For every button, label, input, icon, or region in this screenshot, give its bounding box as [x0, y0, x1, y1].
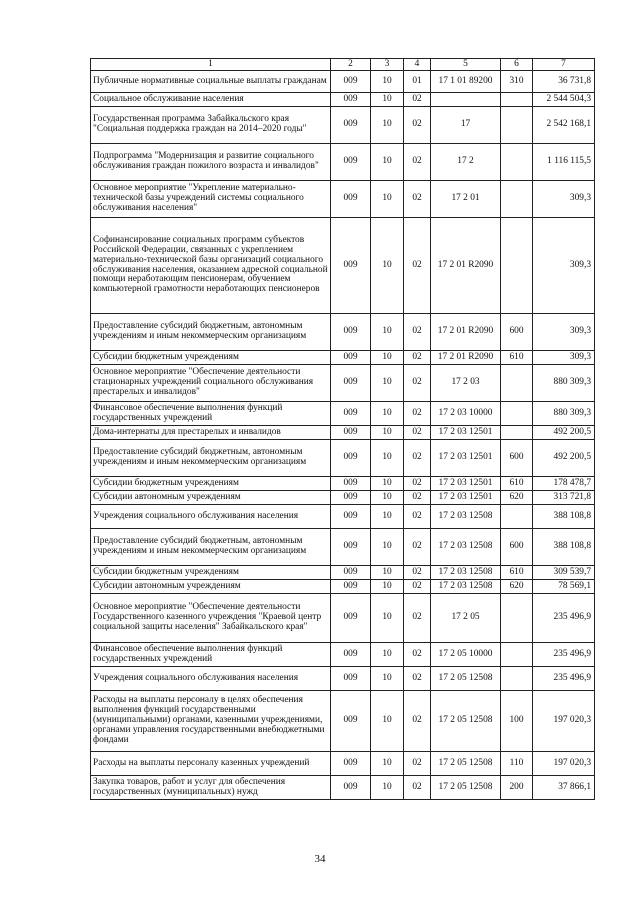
table-row	[91, 181, 595, 218]
ministry-code: 009	[331, 491, 371, 505]
target-article-code: 17 2 05 12508	[431, 752, 501, 776]
ministry-code: 009	[331, 580, 371, 594]
item-name: Финансовое обеспечение выполнения функций государственных учреждений	[91, 643, 331, 667]
expense-type-code: 600	[501, 440, 533, 477]
header-cell: 7	[533, 59, 595, 71]
section-code: 10	[371, 667, 404, 691]
item-name: Субсидии бюджетным учреждениям	[91, 566, 331, 580]
item-name: Предоставление субсидий бюджетным, автономным учреждениям и иным некоммерческим организациям	[91, 314, 331, 351]
table-row	[91, 643, 595, 667]
amount: 2 542 168,1	[533, 107, 595, 144]
ministry-code: 009	[331, 667, 371, 691]
table-row	[91, 402, 595, 426]
table-row	[91, 580, 595, 594]
target-article-code: 17 2 03 10000	[431, 402, 501, 426]
expense-type-code	[501, 426, 533, 440]
ministry-code: 009	[331, 402, 371, 426]
subsection-code: 02	[404, 643, 431, 667]
amount: 388 108,8	[533, 529, 595, 566]
expense-type-code: 620	[501, 491, 533, 505]
amount: 1 116 115,5	[533, 144, 595, 181]
target-article-code: 17 2 05 12508	[431, 667, 501, 691]
target-article-code: 17 1 01 89200	[431, 71, 501, 93]
item-name: Субсидии автономным учреждениям	[91, 580, 331, 594]
ministry-code: 009	[331, 218, 371, 314]
subsection-code: 02	[404, 667, 431, 691]
subsection-code: 02	[404, 580, 431, 594]
target-article-code: 17 2 03 12501	[431, 477, 501, 491]
header-cell: 3	[371, 59, 404, 71]
expense-type-code: 310	[501, 71, 533, 93]
section-code: 10	[371, 218, 404, 314]
table-row	[91, 107, 595, 144]
table-row	[91, 566, 595, 580]
expense-type-code	[501, 643, 533, 667]
subsection-code: 02	[404, 93, 431, 107]
ministry-code: 009	[331, 365, 371, 402]
target-article-code: 17 2 03 12508	[431, 566, 501, 580]
expense-type-code: 100	[501, 691, 533, 752]
amount: 309,3	[533, 181, 595, 218]
section-code: 10	[371, 477, 404, 491]
header-row	[91, 59, 595, 71]
section-code: 10	[371, 491, 404, 505]
header-cell: 2	[331, 59, 371, 71]
subsection-code: 01	[404, 71, 431, 93]
target-article-code: 17 2 01 R2090	[431, 314, 501, 351]
subsection-code: 02	[404, 566, 431, 580]
ministry-code: 009	[331, 314, 371, 351]
ministry-code: 009	[331, 776, 371, 800]
section-code: 10	[371, 529, 404, 566]
ministry-code: 009	[331, 505, 371, 529]
subsection-code: 02	[404, 594, 431, 643]
amount: 78 569,1	[533, 580, 595, 594]
section-code: 10	[371, 505, 404, 529]
section-code: 10	[371, 351, 404, 365]
amount: 235 496,9	[533, 594, 595, 643]
subsection-code: 02	[404, 402, 431, 426]
ministry-code: 009	[331, 691, 371, 752]
ministry-code: 009	[331, 752, 371, 776]
item-name: Дома-интернаты для престарелых и инвалидов	[91, 426, 331, 440]
target-article-code	[431, 93, 501, 107]
target-article-code: 17 2 03 12501	[431, 440, 501, 477]
section-code: 10	[371, 440, 404, 477]
section-code: 10	[371, 314, 404, 351]
item-name: Финансовое обеспечение выполнения функций государственных учреждений	[91, 402, 331, 426]
section-code: 10	[371, 93, 404, 107]
expense-type-code: 620	[501, 580, 533, 594]
table-row	[91, 491, 595, 505]
expense-type-code	[501, 107, 533, 144]
expense-type-code: 600	[501, 529, 533, 566]
table-row	[91, 594, 595, 643]
subsection-code: 02	[404, 440, 431, 477]
item-name: Субсидии бюджетным учреждениям	[91, 351, 331, 365]
target-article-code: 17 2 01 R2090	[431, 218, 501, 314]
section-code: 10	[371, 426, 404, 440]
ministry-code: 009	[331, 529, 371, 566]
page-number: 34	[314, 853, 326, 865]
amount: 880 309,3	[533, 365, 595, 402]
ministry-code: 009	[331, 181, 371, 218]
item-name: Подпрограмма "Модернизация и развитие социального обслуживания граждан пожилого возраста и инвалидов"	[91, 144, 331, 181]
item-name: Учреждения социального обслуживания населения	[91, 667, 331, 691]
subsection-code: 02	[404, 144, 431, 181]
expense-type-code	[501, 93, 533, 107]
item-name: Основное мероприятие "Обеспечение деятельности стационарных учреждений социального обслуживания престарелых и инвалидов"	[91, 365, 331, 402]
table-row	[91, 365, 595, 402]
section-code: 10	[371, 107, 404, 144]
amount: 197 020,3	[533, 691, 595, 752]
header-cell: 4	[404, 59, 431, 71]
expense-type-code: 610	[501, 566, 533, 580]
amount: 2 544 504,3	[533, 93, 595, 107]
item-name: Учреждения социального обслуживания населения	[91, 505, 331, 529]
ministry-code: 009	[331, 643, 371, 667]
amount: 178 478,7	[533, 477, 595, 491]
header-cell: 5	[431, 59, 501, 71]
subsection-code: 02	[404, 314, 431, 351]
item-name: Расходы на выплаты персоналу в целях обеспечения выполнения функций государственными (муниципальными) органами, казенными учреждениями, органами управления государственными внебюджетными фондами	[91, 691, 331, 752]
expense-type-code: 600	[501, 314, 533, 351]
item-name: Субсидии бюджетным учреждениям	[91, 477, 331, 491]
table-row	[91, 529, 595, 566]
target-article-code: 17 2 03	[431, 365, 501, 402]
section-code: 10	[371, 181, 404, 218]
subsection-code: 02	[404, 365, 431, 402]
amount: 313 721,8	[533, 491, 595, 505]
item-name: Основное мероприятие "Обеспечение деятельности Государственного казенного учреждения "Краевой центр социальной защиты населения" Забайкальского края"	[91, 594, 331, 643]
subsection-code: 02	[404, 505, 431, 529]
subsection-code: 02	[404, 351, 431, 365]
target-article-code: 17 2 01	[431, 181, 501, 218]
table-row	[91, 93, 595, 107]
ministry-code: 009	[331, 144, 371, 181]
expense-type-code	[501, 402, 533, 426]
expense-type-code	[501, 218, 533, 314]
target-article-code: 17 2 05 10000	[431, 643, 501, 667]
section-code: 10	[371, 691, 404, 752]
section-code: 10	[371, 776, 404, 800]
expense-type-code: 610	[501, 477, 533, 491]
expense-type-code	[501, 505, 533, 529]
section-code: 10	[371, 643, 404, 667]
section-code: 10	[371, 71, 404, 93]
table-row	[91, 440, 595, 477]
header-cell: 1	[91, 59, 331, 71]
ministry-code: 009	[331, 594, 371, 643]
amount: 492 200,5	[533, 426, 595, 440]
section-code: 10	[371, 365, 404, 402]
ministry-code: 009	[331, 440, 371, 477]
expense-type-code	[501, 667, 533, 691]
target-article-code: 17 2 05 12508	[431, 691, 501, 752]
amount: 309,3	[533, 314, 595, 351]
target-article-code: 17 2 01 R2090	[431, 351, 501, 365]
subsection-code: 02	[404, 181, 431, 218]
amount: 388 108,8	[533, 505, 595, 529]
subsection-code: 02	[404, 529, 431, 566]
subsection-code: 02	[404, 776, 431, 800]
section-code: 10	[371, 566, 404, 580]
section-code: 10	[371, 594, 404, 643]
amount: 309,3	[533, 218, 595, 314]
subsection-code: 02	[404, 477, 431, 491]
header-cell: 6	[501, 59, 533, 71]
table-row	[91, 314, 595, 351]
section-code: 10	[371, 752, 404, 776]
table-row	[91, 752, 595, 776]
table-row	[91, 426, 595, 440]
ministry-code: 009	[331, 477, 371, 491]
ministry-code: 009	[331, 71, 371, 93]
ministry-code: 009	[331, 93, 371, 107]
table-row	[91, 667, 595, 691]
budget-table	[90, 58, 595, 800]
subsection-code: 02	[404, 752, 431, 776]
section-code: 10	[371, 402, 404, 426]
subsection-code: 02	[404, 491, 431, 505]
item-name: Публичные нормативные социальные выплаты гражданам	[91, 71, 331, 93]
table-row	[91, 776, 595, 800]
amount: 235 496,9	[533, 643, 595, 667]
ministry-code: 009	[331, 566, 371, 580]
target-article-code: 17 2 03 12501	[431, 491, 501, 505]
target-article-code: 17 2 03 12508	[431, 529, 501, 566]
table-row	[91, 144, 595, 181]
section-code: 10	[371, 580, 404, 594]
table-row	[91, 505, 595, 529]
amount: 492 200,5	[533, 440, 595, 477]
ministry-code: 009	[331, 351, 371, 365]
amount: 36 731,8	[533, 71, 595, 93]
amount: 197 020,3	[533, 752, 595, 776]
expense-type-code: 200	[501, 776, 533, 800]
target-article-code: 17	[431, 107, 501, 144]
ministry-code: 009	[331, 107, 371, 144]
item-name: Расходы на выплаты персоналу казенных учреждений	[91, 752, 331, 776]
amount: 37 866,1	[533, 776, 595, 800]
table-row	[91, 477, 595, 491]
target-article-code: 17 2 03 12508	[431, 505, 501, 529]
target-article-code: 17 2 05 12508	[431, 776, 501, 800]
table-row	[91, 691, 595, 752]
amount: 880 309,3	[533, 402, 595, 426]
item-name: Государственная программа Забайкальского края "Социальная поддержка граждан на 2014–2020 годы"	[91, 107, 331, 144]
item-name: Предоставление субсидий бюджетным, автономным учреждениям и иным некоммерческим организациям	[91, 529, 331, 566]
expense-type-code: 610	[501, 351, 533, 365]
item-name: Предоставление субсидий бюджетным, автономным учреждениям и иным некоммерческим организациям	[91, 440, 331, 477]
expense-type-code	[501, 594, 533, 643]
table-row	[91, 218, 595, 314]
section-code: 10	[371, 144, 404, 181]
table-row	[91, 71, 595, 93]
subsection-code: 02	[404, 218, 431, 314]
amount: 309,3	[533, 351, 595, 365]
item-name: Софинансирование социальных программ субъектов Российской Федерации, связанных с укреплением материально-технической базы организаций социального обслуживания населения, оказанием адресной социальной помощи неработающим пенсионерам, обучением компьютерной грамотности неработающих пенсионеров	[91, 218, 331, 314]
expense-type-code: 110	[501, 752, 533, 776]
item-name: Основное мероприятие "Укрепление материально-технической базы учреждений системы социального обслуживания населения"	[91, 181, 331, 218]
target-article-code: 17 2 05	[431, 594, 501, 643]
subsection-code: 02	[404, 691, 431, 752]
amount: 235 496,9	[533, 667, 595, 691]
expense-type-code	[501, 144, 533, 181]
item-name: Закупка товаров, работ и услуг для обеспечения государственных (муниципальных) нужд	[91, 776, 331, 800]
item-name: Субсидии автономным учреждениям	[91, 491, 331, 505]
subsection-code: 02	[404, 426, 431, 440]
target-article-code: 17 2	[431, 144, 501, 181]
expense-type-code	[501, 181, 533, 218]
amount: 309 539,7	[533, 566, 595, 580]
subsection-code: 02	[404, 107, 431, 144]
table-row	[91, 351, 595, 365]
target-article-code: 17 2 03 12501	[431, 426, 501, 440]
item-name: Социальное обслуживание населения	[91, 93, 331, 107]
expense-type-code	[501, 365, 533, 402]
target-article-code: 17 2 03 12508	[431, 580, 501, 594]
ministry-code: 009	[331, 426, 371, 440]
